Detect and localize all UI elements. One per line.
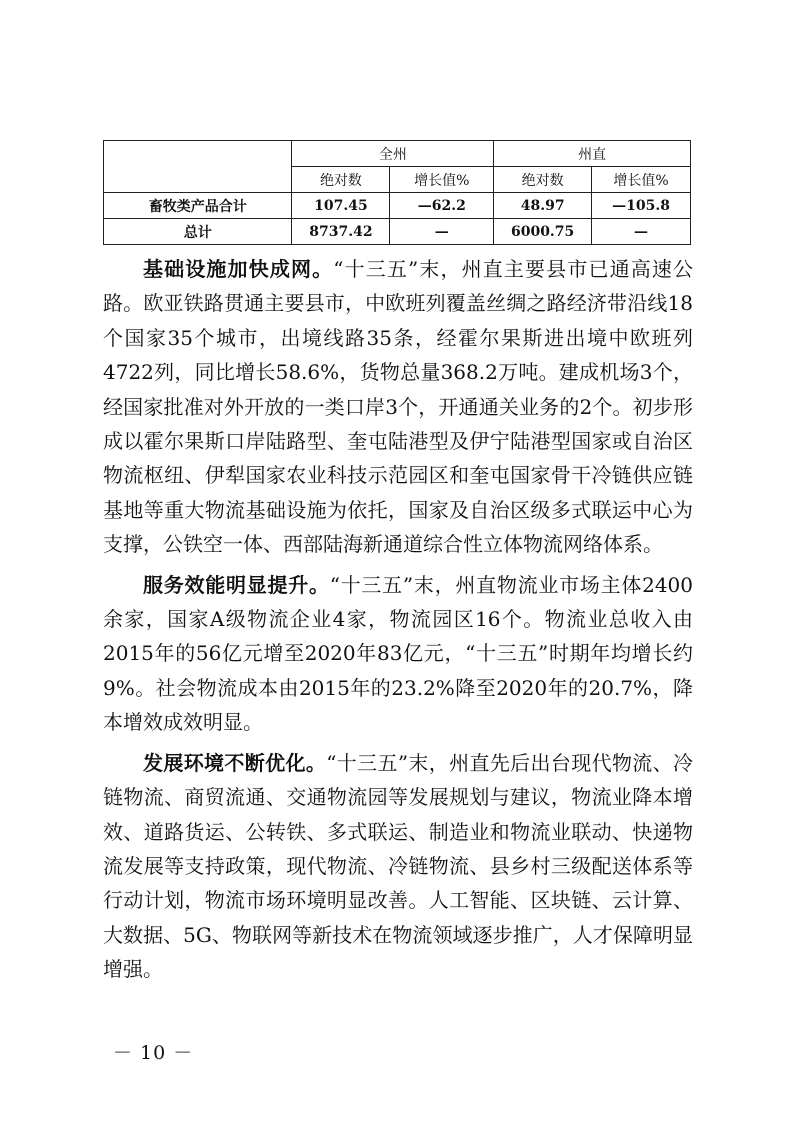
paragraph-lead: 发展环境不断优化。 — [143, 750, 327, 775]
paragraph-text: “十三五”末，州直物流业市场主体2400余家，国家A级物流企业4家，物流园区16个。物流业总收入由2015年的56亿元增至2020年83亿元，“十三五”时期年均增长约9%。社会物流成本由2015年的23.2%降至2020年的20.7%，降本增效成效明显。 — [103, 572, 693, 735]
paragraph-service-efficiency — [103, 568, 693, 740]
paragraph-lead: 基础设施加快成网。 — [143, 257, 334, 281]
table-group-header-row — [104, 141, 691, 167]
table-row-label: 总计 — [104, 219, 292, 245]
table-sub-header: 增长值% — [390, 167, 494, 193]
table-cell: — — [592, 219, 691, 245]
table-row — [104, 193, 691, 219]
table-cell: 107.45 — [292, 193, 390, 219]
table-cell: — — [390, 219, 494, 245]
table-cell: 48.97 — [494, 193, 592, 219]
page-number: － 10 － — [113, 1042, 194, 1064]
table-cell: —105.8 — [592, 193, 691, 219]
table-corner-cell — [104, 141, 292, 193]
table-cell: 6000.75 — [494, 219, 592, 245]
table-group-header: 全州 — [292, 141, 494, 167]
body-text — [103, 252, 693, 993]
table-row — [104, 219, 691, 245]
statistics-table — [103, 140, 691, 245]
paragraph-environment — [103, 746, 693, 987]
paragraph-lead: 服务效能明显提升。 — [143, 572, 330, 597]
table-row-label: 畜牧类产品合计 — [104, 193, 292, 219]
table-sub-header: 绝对数 — [494, 167, 592, 193]
table-group-header: 州直 — [494, 141, 691, 167]
paragraph-text: “十三五”末，州直先后出台现代物流、冷链物流、商贸流通、交通物流园等发展规划与建议，物流业降本增效、道路货运、公转铁、多式联运、制造业和物流业联动、快递物流发展等支持政策，现代物流、冷链物流、县乡村三级配送体系等行动计划，物流市场环境明显改善。人工智能、区块链、云计算、大数据、5G、物联网等新技术在物流领域逐步推广，人才保障明显增强。 — [103, 750, 694, 982]
table-sub-header: 绝对数 — [292, 167, 390, 193]
table-cell: —62.2 — [390, 193, 494, 219]
table-cell: 8737.42 — [292, 219, 390, 245]
table-sub-header: 增长值% — [592, 167, 691, 193]
paragraph-infrastructure — [103, 252, 693, 562]
paragraph-text: “十三五”末，州直主要县市已通高速公路。欧亚铁路贯通主要县市，中欧班列覆盖丝绸之路经济带沿线18个国家35个城市，出境线路35条，经霍尔果斯进出境中欧班列4722列，同比增长58.6%，货物总量368.2万吨。建成机场3个，经国家批准对外开放的一类口岸3个，开通通关业务的2个。初步形成以霍尔果斯口岸陆路型、奎屯陆港型及伊宁陆港型国家或自治区物流枢纽、伊犁国家农业科技示范园区和奎屯国家骨干冷链供应链基地等重大物流基础设施为依托，国家及自治区级多式联运中心为支撑，公铁空一体、西部陆海新通道综合性立体物流网络体系。 — [103, 257, 694, 557]
